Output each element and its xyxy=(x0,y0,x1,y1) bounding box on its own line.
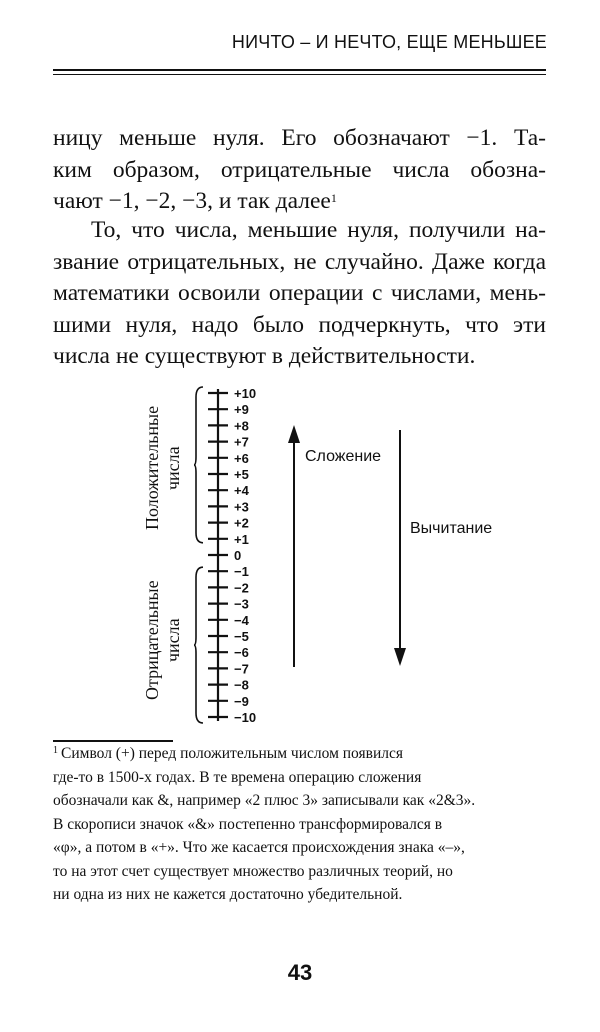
tick-label: +2 xyxy=(234,515,249,531)
paragraph-2 xyxy=(53,215,546,373)
footnote-line: В скорописи значок «&» постепенно трансформировался в xyxy=(53,815,443,833)
subtraction-arrow-head xyxy=(394,648,406,666)
text-line: числа не существуют в действительности. xyxy=(53,343,476,369)
positive-numbers-label: Положительные числа xyxy=(142,405,183,531)
footnote-marker: 1 xyxy=(53,745,58,756)
text-line: математики освоили операции с числами, мень- xyxy=(53,280,546,306)
tick-label: −7 xyxy=(234,661,249,677)
text-line: То, что числа, меньшие нуля, получили на- xyxy=(91,217,546,243)
footnote-line: ни одна из них не кажется достаточно убедительной. xyxy=(53,886,403,903)
tick-label: −6 xyxy=(234,645,249,661)
footnote-ref[interactable]: 1 xyxy=(330,191,337,205)
number-line-diagram xyxy=(0,375,600,735)
negative-brace xyxy=(194,567,203,723)
footnote xyxy=(53,742,546,907)
header-rule xyxy=(53,69,546,71)
footnote-line: то на этот счет существует множество различных теорий, но xyxy=(53,862,453,880)
number-line-svg xyxy=(0,375,600,735)
subtraction-label: Вычитание xyxy=(410,520,493,537)
footnote-line: $^1$ Символ (+) перед положительным числом появился xyxy=(53,745,403,762)
positive-brace xyxy=(194,387,203,543)
tick-label: +5 xyxy=(234,467,249,482)
tick-label: +8 xyxy=(234,418,249,434)
tick-label: 0 xyxy=(234,548,242,563)
header-rule-thin xyxy=(53,74,546,75)
text-line: ким образом, отрицательные числа обозна- xyxy=(53,156,546,183)
page-number: 43 xyxy=(287,960,313,985)
tick-label: +4 xyxy=(234,483,249,499)
tick-label: −4 xyxy=(234,612,249,628)
running-header: НИЧТО – И НЕЧТО, ЕЩЕ МЕНЬШЕЕ xyxy=(231,32,547,52)
footnote-line: обозначали как &, например «2 плюс 3» записывали как «2&3». xyxy=(53,792,476,809)
footnote-line: где-то в 1500-х годах. В те времена операцию сложения xyxy=(53,768,422,786)
addition-arrow-head xyxy=(288,425,300,443)
tick-label: +6 xyxy=(234,450,249,466)
tick-label: −3 xyxy=(234,596,249,612)
text-line: ницу меньше нуля. Его обозначают −1. Та- xyxy=(53,125,546,151)
text-line: чают −1, −2, −3, и так далее$^1$ xyxy=(53,188,337,214)
addition-label: Сложение xyxy=(305,448,382,465)
tick-label: +3 xyxy=(234,499,249,515)
tick-label: −1 xyxy=(234,564,249,580)
text-line: звание отрицательных, не случайно. Даже когда xyxy=(53,248,546,275)
tick-label: +1 xyxy=(234,531,249,547)
paragraph-1 xyxy=(53,123,546,218)
tick-label: +9 xyxy=(234,402,249,418)
tick-label: +10 xyxy=(234,386,257,401)
tick-label: +7 xyxy=(234,434,249,450)
tick-label: −10 xyxy=(234,710,257,725)
negative-numbers-label: Отрицательные числа xyxy=(142,580,183,700)
tick-label: −5 xyxy=(234,629,249,644)
tick-label: −2 xyxy=(234,580,249,596)
footnote-line: «φ», а потом в «+». Что же касается происхождения знака «–», xyxy=(53,839,465,856)
text-line: шими нуля, надо было подчеркнуть, что эти xyxy=(53,311,546,338)
tick-label: −8 xyxy=(234,677,249,693)
tick-label: −9 xyxy=(234,693,249,709)
